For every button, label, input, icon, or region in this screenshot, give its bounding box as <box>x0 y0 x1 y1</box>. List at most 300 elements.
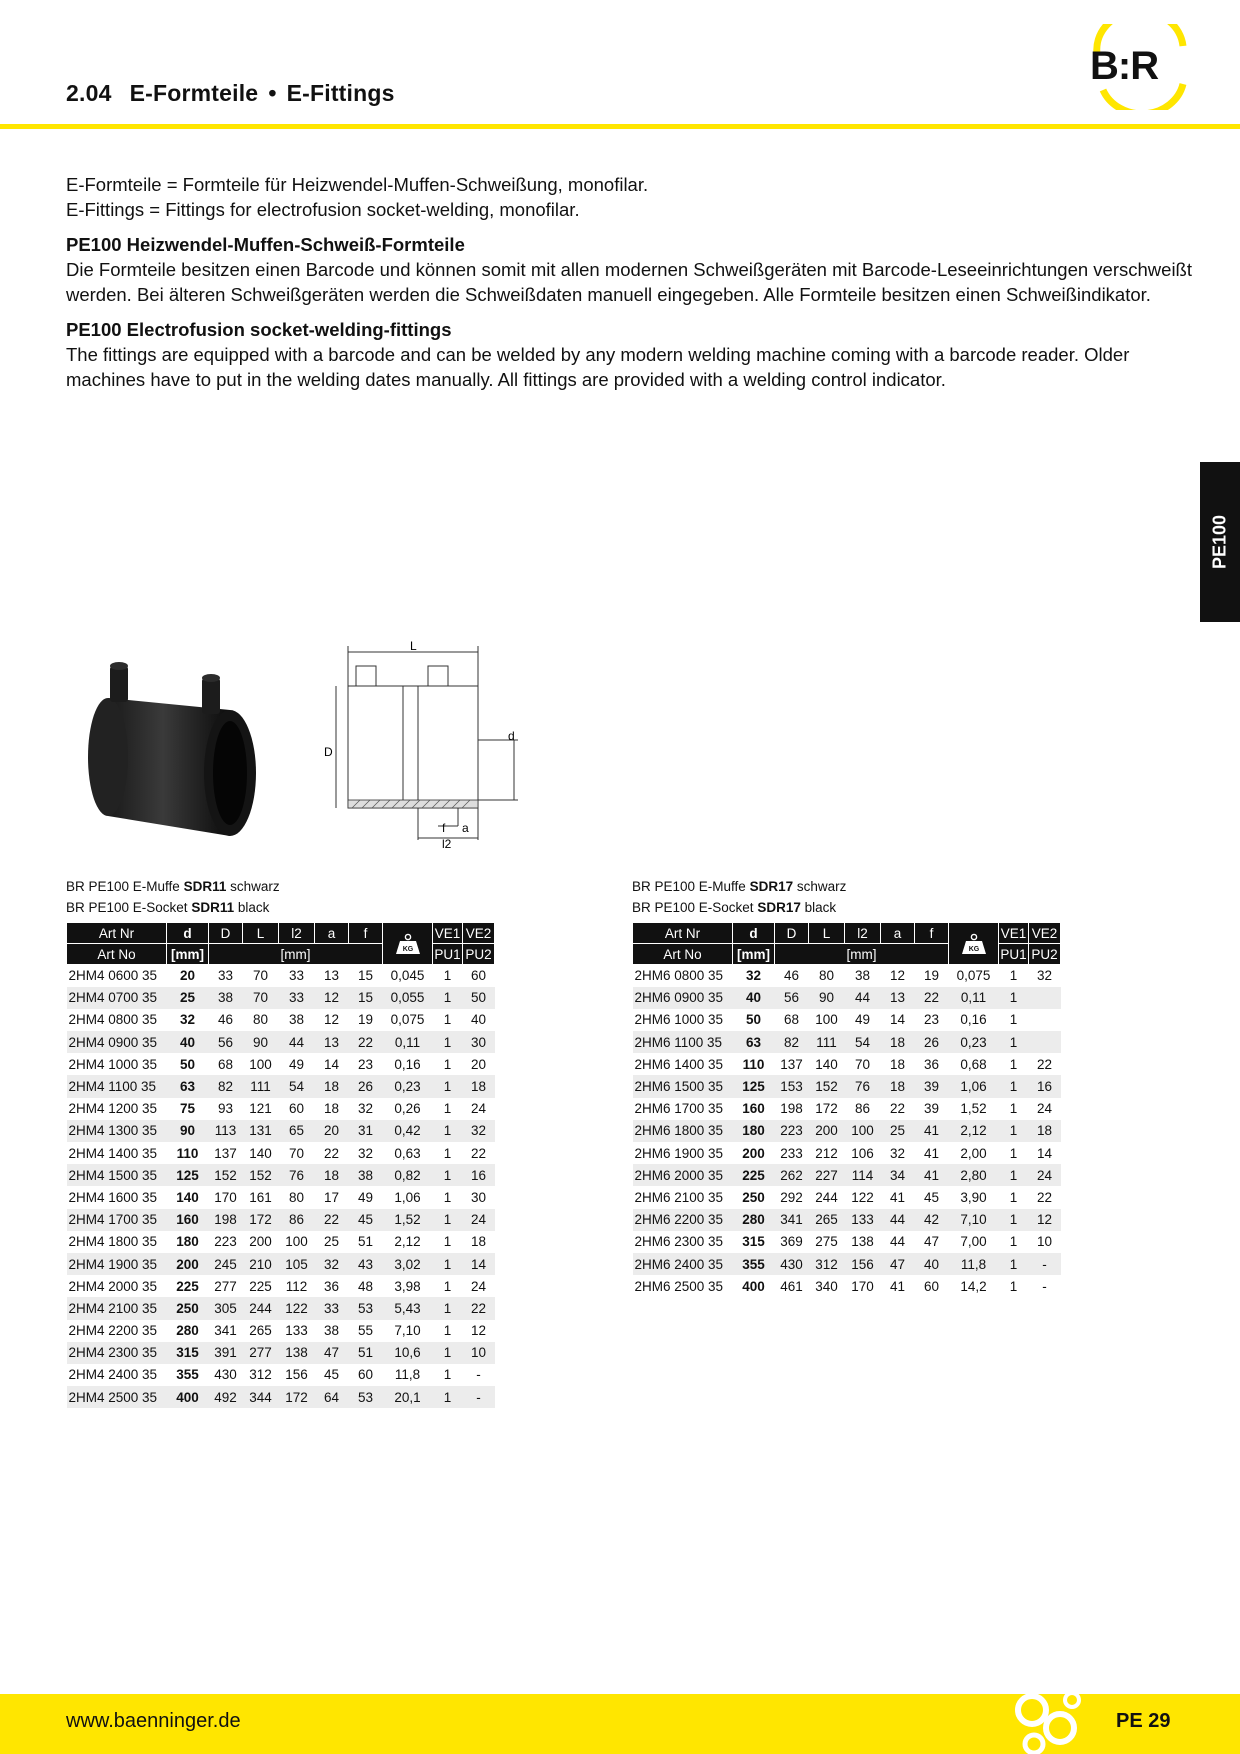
cell-d: 315 <box>742 1234 765 1250</box>
table-cell: 18 <box>1029 1120 1061 1142</box>
table-cell: 200 <box>249 1234 272 1250</box>
table-cell: 90 <box>243 1031 279 1053</box>
table-cell: 38 <box>323 1323 340 1339</box>
table-cell: 38 <box>349 1164 383 1186</box>
header-ve2: VE2 <box>463 923 495 944</box>
table-cell: 41 <box>889 1189 906 1205</box>
cell-art-nr: 2HM4 0800 35 <box>68 1012 158 1028</box>
table-cell: 277 <box>243 1342 279 1364</box>
table-cell: 38 <box>854 968 871 984</box>
table-cell: 44 <box>279 1031 315 1053</box>
table-sdr17 <box>632 876 1061 1297</box>
cell-art-nr: 2HM4 1300 35 <box>67 1120 167 1142</box>
table-cell: 14 <box>1036 1145 1053 1161</box>
table-cell: 47 <box>923 1234 940 1250</box>
table-cell: 18 <box>463 1075 495 1097</box>
table-cell: 7,00 <box>960 1234 987 1250</box>
header-d: d <box>167 923 209 944</box>
header-D: D <box>209 923 243 944</box>
table-cell: 23 <box>923 1012 940 1028</box>
cell-art-nr: 2HM4 2400 35 <box>68 1367 158 1383</box>
cell-d: 250 <box>742 1189 765 1205</box>
table-row <box>67 1342 495 1364</box>
table-cell: 80 <box>252 1012 269 1028</box>
table-cell: 7,10 <box>394 1323 421 1339</box>
weight-icon <box>949 923 999 965</box>
page-number: PE 29 <box>1116 1710 1171 1732</box>
table-cell: 20,1 <box>383 1386 433 1408</box>
table-cell: 1 <box>433 1031 463 1053</box>
table-cell: 1 <box>433 1253 463 1275</box>
cell-d: 90 <box>167 1120 209 1142</box>
table-cell: 172 <box>815 1101 838 1117</box>
table-cell: 12 <box>889 968 906 984</box>
table-cell: 53 <box>349 1386 383 1408</box>
table-cell: 24 <box>470 1101 487 1117</box>
table-cell: 65 <box>279 1120 315 1142</box>
cell-art-nr: 2HM6 0800 35 <box>634 968 724 984</box>
table-cell: 14 <box>889 1012 906 1028</box>
table-cell: 40 <box>470 1012 487 1028</box>
table-cell: 41 <box>915 1164 949 1186</box>
table-row <box>633 1098 1061 1120</box>
table-cell: 25 <box>881 1120 915 1142</box>
table-cell: 0,26 <box>394 1101 421 1117</box>
header-ve2: VE2 <box>1029 923 1061 944</box>
table-cell: 138 <box>279 1342 315 1364</box>
label-l2: l2 <box>442 837 452 850</box>
table-cell: 32 <box>463 1120 495 1142</box>
body-de: Die Formteile besitzen einen Barcode und können somit mit allen modernen Schweißgeräten mit Barcode-Leseeinrichtungen verschweißt werden. Bei älteren Schweißgeräten werden die Schweißdaten manuell eingegeben. Alle Formteile besitzen einen Schweißindikator. <box>66 259 1192 305</box>
table-cell: 1 <box>999 1031 1029 1053</box>
table-cell: 80 <box>818 968 835 984</box>
caption-de: BR PE100 E-Muffe SDR17 schwarz <box>632 879 847 894</box>
title-de: E-Formteile <box>129 80 259 106</box>
label-D: D <box>324 745 333 759</box>
table-cell: 3,90 <box>960 1189 987 1205</box>
table-cell: 68 <box>217 1056 234 1072</box>
website-link[interactable]: www.baenninger.de <box>66 1710 241 1732</box>
table-cell: 227 <box>809 1164 845 1186</box>
table-cell: 46 <box>217 1012 234 1028</box>
header-L: L <box>809 923 845 944</box>
table-cell: 22 <box>463 1297 495 1319</box>
cell-d: 20 <box>179 968 196 984</box>
header-art-nr: Art Nr <box>633 923 733 944</box>
cell-art-nr: 2HM6 2000 35 <box>633 1164 733 1186</box>
cell-d: 25 <box>167 987 209 1009</box>
table-cell: 43 <box>349 1253 383 1275</box>
table-cell: 34 <box>881 1164 915 1186</box>
cell-d: 400 <box>167 1386 209 1408</box>
table-cell: 113 <box>209 1120 243 1142</box>
table-cell: 56 <box>775 987 809 1009</box>
table-cell: - <box>476 1367 481 1383</box>
table-cell: 60 <box>923 1278 940 1294</box>
table-cell: 0,055 <box>383 987 433 1009</box>
table-cell: 12 <box>323 1012 340 1028</box>
table-cell: 36 <box>323 1278 340 1294</box>
table-row <box>633 1053 1061 1075</box>
table-cell: 244 <box>243 1297 279 1319</box>
table-row <box>67 1031 495 1053</box>
table-row <box>67 987 495 1009</box>
table-cell: 47 <box>315 1342 349 1364</box>
header-pu1: PU1 <box>999 944 1029 965</box>
table-cell: 198 <box>780 1101 803 1117</box>
table-cell: 18 <box>881 1075 915 1097</box>
product-photo <box>80 648 280 848</box>
table-cell: 13 <box>881 987 915 1009</box>
cell-d: 180 <box>176 1234 199 1250</box>
table-cell: 111 <box>809 1031 845 1053</box>
table-cell: 1 <box>443 1056 452 1072</box>
title-separator: • <box>268 80 277 106</box>
table-cell: 46 <box>783 968 800 984</box>
table-cell: 153 <box>775 1075 809 1097</box>
table-cell: 340 <box>815 1278 838 1294</box>
table-cell: 50 <box>463 987 495 1009</box>
table-row <box>67 1120 495 1142</box>
table-cell: 12 <box>315 987 349 1009</box>
table-cell: 1 <box>1009 1234 1018 1250</box>
table-cell: 100 <box>845 1120 881 1142</box>
header-pu2: PU2 <box>1029 944 1061 965</box>
table-cell: 32 <box>889 1145 906 1161</box>
table-cell: 1 <box>1009 1145 1018 1161</box>
table-cell: 1 <box>1009 1101 1018 1117</box>
table-cell: 133 <box>845 1209 881 1231</box>
table-cell: 53 <box>349 1297 383 1319</box>
table-cell: 430 <box>214 1367 237 1383</box>
table-row <box>633 1009 1061 1031</box>
table-cell: 80 <box>288 1189 305 1205</box>
table-cell: 22 <box>470 1145 487 1161</box>
table-cell: 212 <box>815 1145 838 1161</box>
table-cell: 33 <box>288 968 305 984</box>
cell-art-nr: 2HM4 1500 35 <box>67 1164 167 1186</box>
table-cell: 1 <box>1009 1189 1018 1205</box>
table-cell: 18 <box>470 1234 487 1250</box>
intro-line-de: E-Formteile = Formteile für Heizwendel-Muffen-Schweißung, monofilar. <box>66 174 649 195</box>
table-row <box>67 1297 495 1319</box>
table-cell: 492 <box>209 1386 243 1408</box>
table-row <box>67 1009 495 1031</box>
table-cell: 90 <box>809 987 845 1009</box>
table-cell: 49 <box>357 1189 374 1205</box>
table-cell: 10 <box>463 1342 495 1364</box>
table-cell: 44 <box>881 1209 915 1231</box>
cell-d: 200 <box>742 1145 765 1161</box>
table-cell: 22 <box>349 1031 383 1053</box>
table-cell: 17 <box>323 1189 340 1205</box>
cell-art-nr: 2HM6 2400 35 <box>633 1253 733 1275</box>
table-row <box>67 1075 495 1097</box>
table-cell: 156 <box>845 1253 881 1275</box>
cell-d: 32 <box>179 1012 196 1028</box>
cell-art-nr: 2HM4 2300 35 <box>67 1342 167 1364</box>
table-cell: 18 <box>315 1164 349 1186</box>
cell-d: 110 <box>176 1145 199 1161</box>
table-cell: 1 <box>443 1101 452 1117</box>
table-cell: 19 <box>357 1012 374 1028</box>
table-cell: 18 <box>881 1031 915 1053</box>
table-cell: 22 <box>1036 1056 1053 1072</box>
table-cell: 12 <box>470 1323 487 1339</box>
cell-art-nr: 2HM4 1900 35 <box>67 1253 167 1275</box>
table-cell: 106 <box>851 1145 874 1161</box>
cell-art-nr: 2HM6 1700 35 <box>634 1101 724 1117</box>
header-f: f <box>915 923 949 944</box>
header-mm: [mm] <box>775 944 949 965</box>
table-cell: 0,16 <box>960 1012 987 1028</box>
data-table <box>632 922 1061 1297</box>
table-cell: 45 <box>349 1209 383 1231</box>
table-cell: 10 <box>1036 1234 1053 1250</box>
heading-en: PE100 Electrofusion socket-welding-fittings <box>66 319 452 340</box>
table-cell: 1 <box>443 1189 452 1205</box>
table-row <box>633 1075 1061 1097</box>
table-cell: 32 <box>357 1145 374 1161</box>
table-cell: 82 <box>775 1031 809 1053</box>
table-cell: 1 <box>443 1012 452 1028</box>
cell-d: 280 <box>733 1209 775 1231</box>
table-cell: 122 <box>279 1297 315 1319</box>
table-cell: 32 <box>357 1101 374 1117</box>
table-cell: 22 <box>315 1209 349 1231</box>
header-d-unit: [mm] <box>167 944 209 965</box>
table-cell: 22 <box>889 1101 906 1117</box>
svg-text:KG: KG <box>402 945 413 953</box>
table-cell: 38 <box>288 1012 305 1028</box>
header-rule <box>0 124 1240 129</box>
table-cell: 111 <box>243 1075 279 1097</box>
table-cell: 51 <box>357 1234 374 1250</box>
table-cell: 152 <box>209 1164 243 1186</box>
table-cell: 0,23 <box>949 1031 999 1053</box>
table-cell: 48 <box>357 1278 374 1294</box>
table-cell: 54 <box>279 1075 315 1097</box>
cell-d: 355 <box>733 1253 775 1275</box>
table-cell: 42 <box>915 1209 949 1231</box>
table-cell: 265 <box>809 1209 845 1231</box>
table-cell: 39 <box>915 1075 949 1097</box>
table-cell: 344 <box>243 1386 279 1408</box>
table-cell: 56 <box>209 1031 243 1053</box>
cell-art-nr: 2HM4 1200 35 <box>68 1101 158 1117</box>
table-cell: 60 <box>288 1101 305 1117</box>
table-cell: 86 <box>279 1209 315 1231</box>
table-cell: 15 <box>357 968 374 984</box>
table-cell: 23 <box>357 1056 374 1072</box>
header-f: f <box>349 923 383 944</box>
table-cell: 137 <box>214 1145 237 1161</box>
table-row <box>633 1209 1061 1231</box>
header-L: L <box>243 923 279 944</box>
cell-art-nr: 2HM4 2100 35 <box>67 1297 167 1319</box>
table-cell: 14 <box>323 1056 340 1072</box>
table-row <box>67 965 495 987</box>
table-cell: 32 <box>1036 968 1053 984</box>
header-pu1: PU1 <box>433 944 463 965</box>
table-cell: 16 <box>463 1164 495 1186</box>
table-row <box>633 1031 1061 1053</box>
table-cell: 26 <box>915 1031 949 1053</box>
table-cell: 70 <box>288 1145 305 1161</box>
table-cell: 1 <box>433 1386 463 1408</box>
table-row <box>67 1320 495 1342</box>
table-cell: 200 <box>809 1120 845 1142</box>
table-cell: 430 <box>775 1253 809 1275</box>
table-row <box>633 1253 1061 1275</box>
cell-art-nr: 2HM4 2000 35 <box>68 1278 158 1294</box>
table-cell: 312 <box>249 1367 272 1383</box>
table-cell: 1 <box>433 1342 463 1364</box>
cell-art-nr: 2HM4 1400 35 <box>68 1145 158 1161</box>
table-cell: 33 <box>315 1297 349 1319</box>
table-cell: 70 <box>243 987 279 1009</box>
table-cell: 161 <box>249 1189 272 1205</box>
table-cell: 13 <box>315 1031 349 1053</box>
table-row <box>633 1186 1061 1208</box>
cell-art-nr: 2HM6 2200 35 <box>633 1209 733 1231</box>
table-cell: 49 <box>288 1056 305 1072</box>
table-cell: 13 <box>323 968 340 984</box>
table-cell: 198 <box>209 1209 243 1231</box>
table-cell: 1 <box>999 1120 1029 1142</box>
table-cell: 5,43 <box>383 1297 433 1319</box>
table-cell <box>1029 1031 1061 1053</box>
svg-text:KG: KG <box>968 945 979 953</box>
cell-art-nr: 2HM4 1800 35 <box>68 1234 158 1250</box>
table-cell: 41 <box>915 1120 949 1142</box>
table-cell: 1 <box>999 1164 1029 1186</box>
cell-d: 400 <box>742 1278 765 1294</box>
table-cell: 11,8 <box>394 1367 421 1383</box>
table-cell: 44 <box>845 987 881 1009</box>
table-cell: 0,11 <box>383 1031 433 1053</box>
header-pu2: PU2 <box>463 944 495 965</box>
table-cell: 70 <box>252 968 269 984</box>
table-cell: 45 <box>923 1189 940 1205</box>
header-d: d <box>733 923 775 944</box>
table-cell: 341 <box>775 1209 809 1231</box>
table-cell: 54 <box>845 1031 881 1053</box>
table-cell: 341 <box>214 1323 237 1339</box>
table-cell: 1 <box>999 1075 1029 1097</box>
table-cell: 265 <box>249 1323 272 1339</box>
table-cell: 2,80 <box>949 1164 999 1186</box>
table-cell: 22 <box>915 987 949 1009</box>
table-row <box>633 1275 1061 1297</box>
table-row <box>67 1275 495 1297</box>
table-cell: 51 <box>349 1342 383 1364</box>
table-cell: 244 <box>815 1189 838 1205</box>
table-cell: 131 <box>243 1120 279 1142</box>
header-l2: l2 <box>279 923 315 944</box>
table-cell: 138 <box>851 1234 874 1250</box>
caption-en: BR PE100 E-Socket SDR11 black <box>66 900 270 915</box>
table-cell: 391 <box>209 1342 243 1364</box>
table-cell: 82 <box>209 1075 243 1097</box>
table-cell: 1 <box>443 1367 452 1383</box>
table-cell: 156 <box>285 1367 308 1383</box>
table-cell: 7,10 <box>949 1209 999 1231</box>
header-art-nr: Art Nr <box>67 923 167 944</box>
table-cell: 105 <box>279 1253 315 1275</box>
label-L: L <box>410 640 417 653</box>
cell-art-nr: 2HM6 1400 35 <box>634 1056 724 1072</box>
table-sdr11 <box>66 876 495 1408</box>
header-d-unit: [mm] <box>733 944 775 965</box>
table-cell: 1 <box>1009 1012 1018 1028</box>
table-cell: 1 <box>433 1120 463 1142</box>
section-number: 2.04 <box>66 80 112 106</box>
header-art-no: Art No <box>67 944 167 965</box>
table-cell: 40 <box>915 1253 949 1275</box>
table-cell: 2,12 <box>949 1120 999 1142</box>
table-cell: 22 <box>1036 1189 1053 1205</box>
table-row <box>67 1142 495 1164</box>
table-cell <box>1029 987 1061 1009</box>
cell-art-nr: 2HM4 0600 35 <box>68 968 158 984</box>
table-cell: 2,00 <box>960 1145 987 1161</box>
table-cell: 1 <box>443 1323 452 1339</box>
table-cell: 369 <box>780 1234 803 1250</box>
cell-d: 50 <box>745 1012 762 1028</box>
cell-art-nr: 2HM6 2100 35 <box>634 1189 724 1205</box>
table-cell: 170 <box>214 1189 237 1205</box>
table-cell: 170 <box>851 1278 874 1294</box>
header-D: D <box>775 923 809 944</box>
table-cell: 18 <box>315 1075 349 1097</box>
table-row <box>67 1164 495 1186</box>
table-cell: 32 <box>315 1253 349 1275</box>
cell-d: 110 <box>742 1056 765 1072</box>
table-cell: 33 <box>279 987 315 1009</box>
side-tab-label: PE100 <box>1209 514 1230 570</box>
table-cell: - <box>1042 1278 1047 1294</box>
table-row <box>633 1142 1061 1164</box>
table-cell: 0,63 <box>394 1145 421 1161</box>
header-a: a <box>315 923 349 944</box>
header-ve1: VE1 <box>999 923 1029 944</box>
table-cell: 100 <box>249 1056 272 1072</box>
cell-art-nr: 2HM4 1700 35 <box>67 1209 167 1231</box>
table-cell: 114 <box>845 1164 881 1186</box>
table-cell: 31 <box>349 1120 383 1142</box>
table-cell: 30 <box>470 1189 487 1205</box>
table-cell: 245 <box>209 1253 243 1275</box>
cell-art-nr: 2HM4 1100 35 <box>67 1075 167 1097</box>
table-cell: 1 <box>433 1209 463 1231</box>
table-cell: 60 <box>357 1367 374 1383</box>
table-cell: 172 <box>243 1209 279 1231</box>
table-cell: - <box>463 1386 495 1408</box>
table-cell: 233 <box>780 1145 803 1161</box>
table-cell: 0,82 <box>383 1164 433 1186</box>
table-cell: 44 <box>889 1234 906 1250</box>
intro-line-en: E-Fittings = Fittings for electrofusion socket-welding, monofilar. <box>66 199 580 220</box>
cell-art-nr: 2HM4 0700 35 <box>67 987 167 1009</box>
table-cell: 24 <box>1036 1101 1053 1117</box>
header-l2: l2 <box>845 923 881 944</box>
header-mm: [mm] <box>209 944 383 965</box>
table-cell: - <box>1029 1253 1061 1275</box>
table-cell: 47 <box>881 1253 915 1275</box>
table-cell: 70 <box>854 1056 871 1072</box>
technical-drawing <box>318 640 528 850</box>
